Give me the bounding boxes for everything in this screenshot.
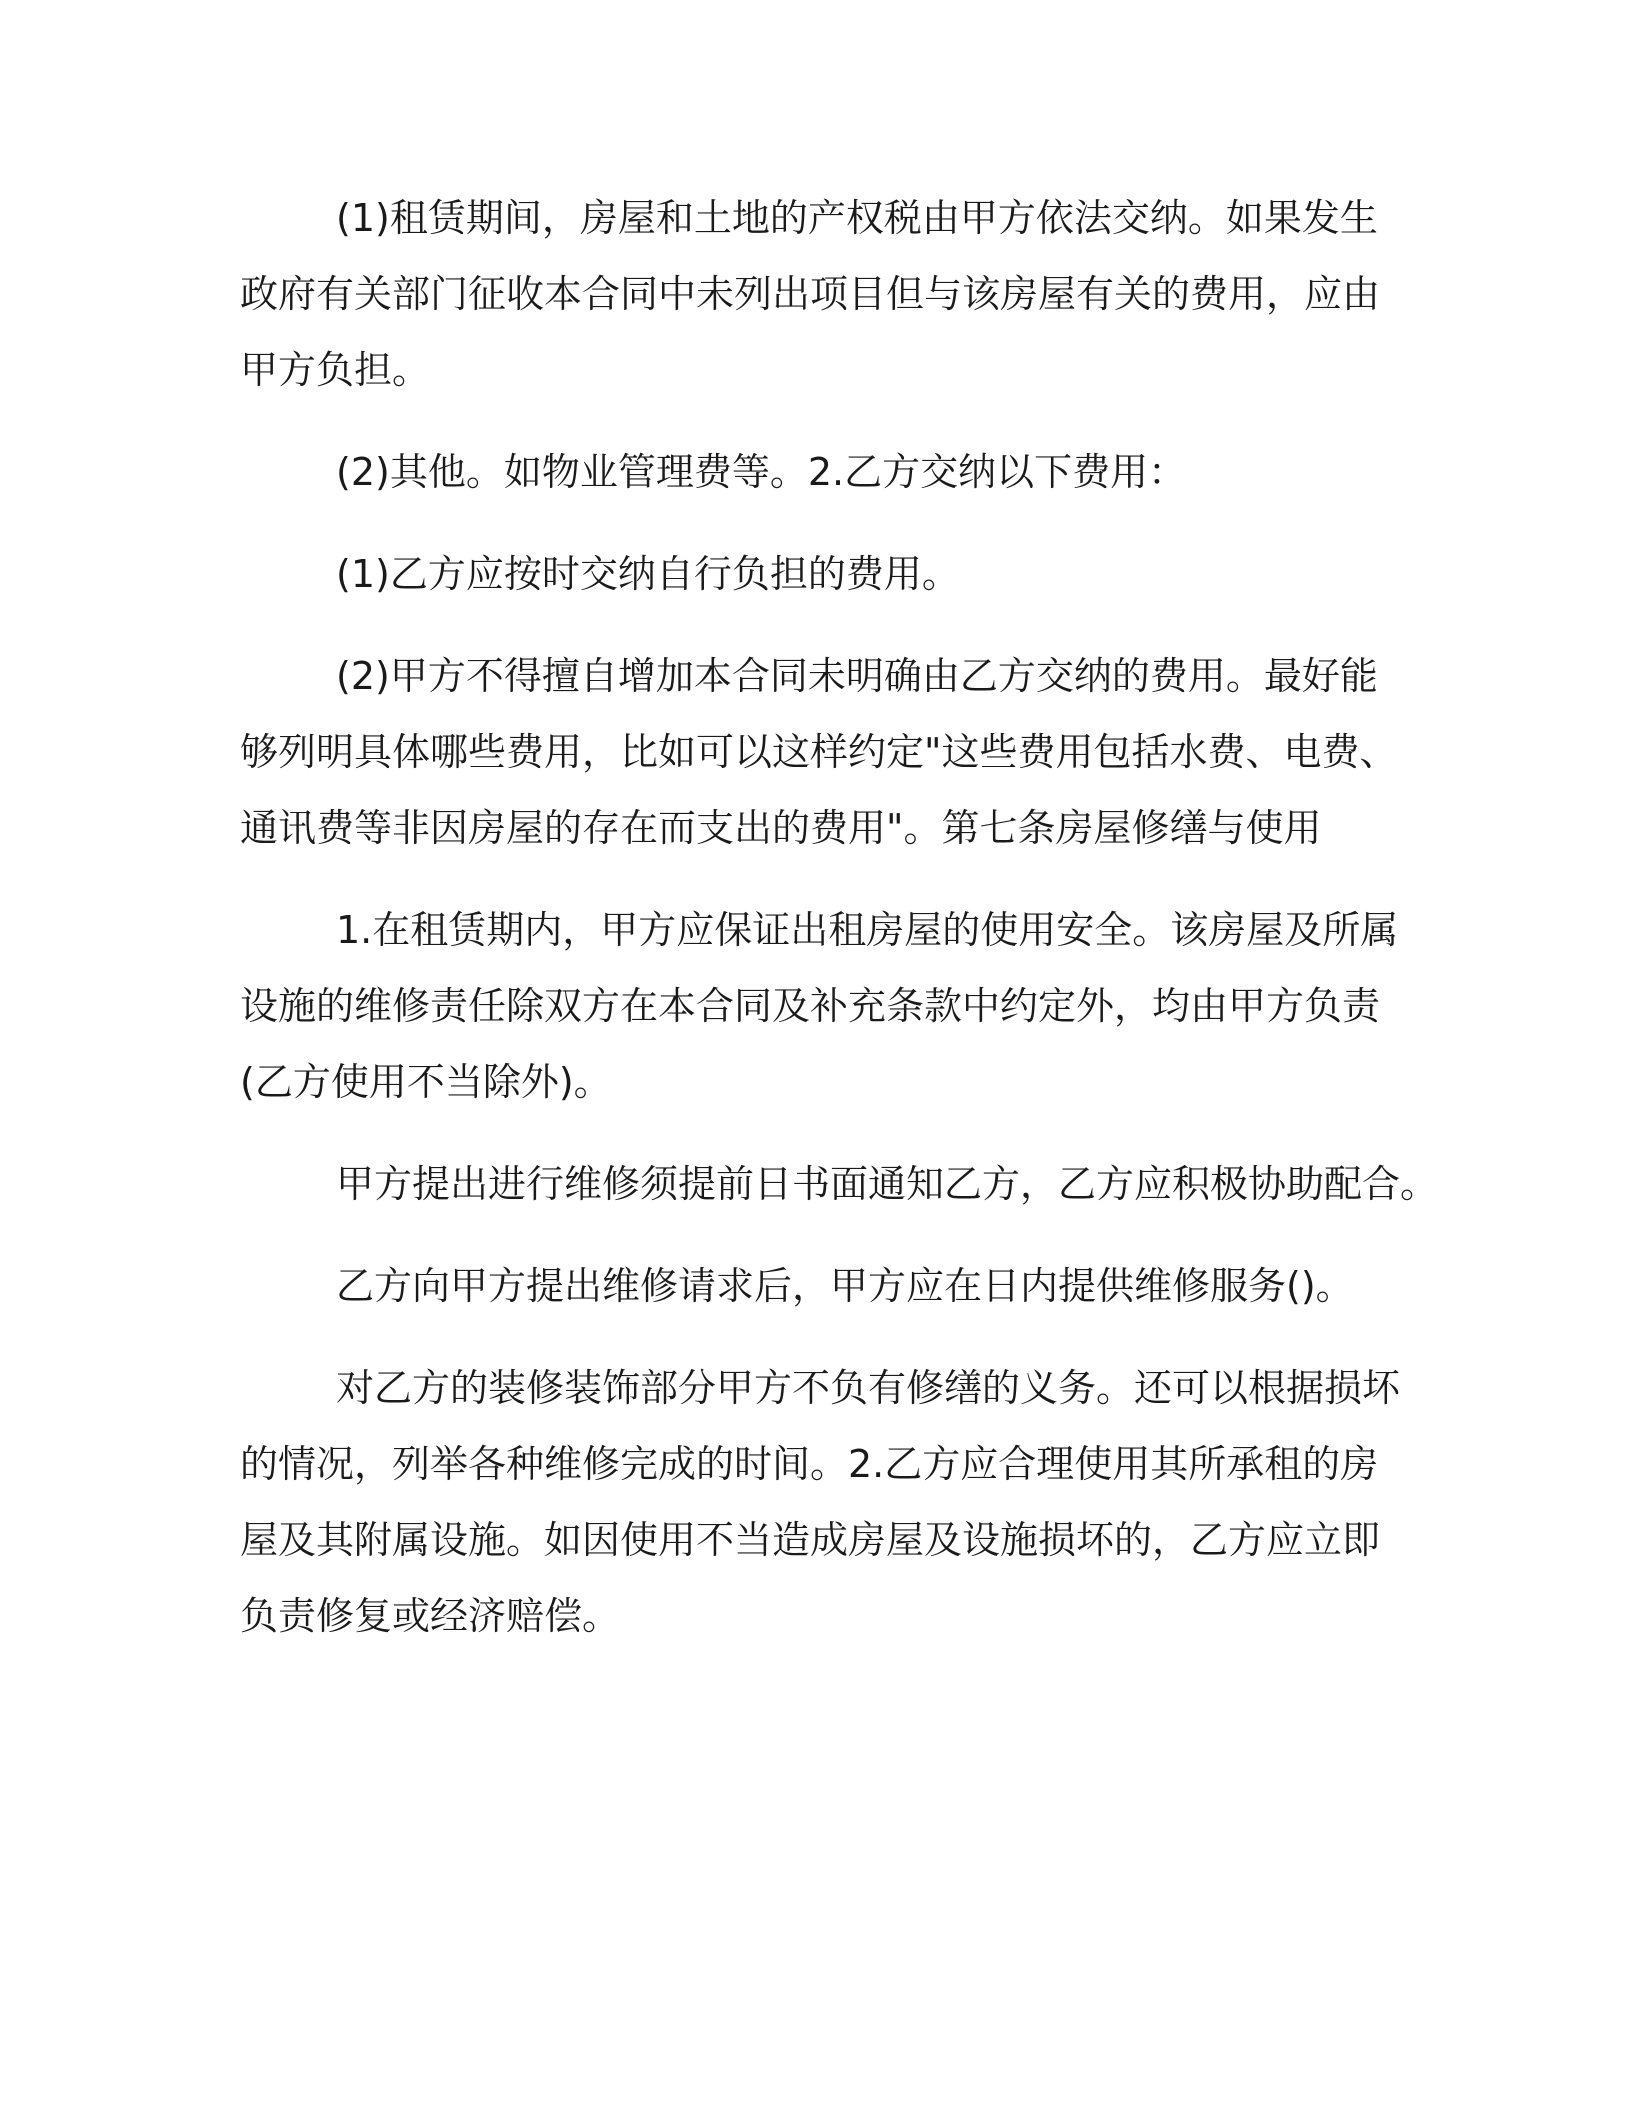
paragraph-line: 甲方提出进行维修须提前日书面通知乙方，乙方应积极协助配合。 bbox=[336, 1162, 1439, 1206]
paragraph-line: 甲方负担。 bbox=[240, 348, 431, 392]
paragraph-line: 够列明具体哪些费用，比如可以这样约定"这些费用包括水费、电费、 bbox=[240, 730, 1398, 774]
paragraph-5 bbox=[240, 892, 1420, 1120]
paragraph-line: 负责修复或经济赔偿。 bbox=[240, 1594, 621, 1638]
paragraph-line: (1)租赁期间，房屋和土地的产权税由甲方依法交纳。如果发生 bbox=[336, 196, 1378, 240]
paragraph-line: 通讯费等非因房屋的存在而支出的费用"。第七条房屋修缮与使用 bbox=[240, 806, 1322, 850]
paragraph-line: 对乙方的装修装饰部分甲方不负有修缮的义务。还可以根据损坏 bbox=[336, 1366, 1401, 1410]
paragraph-6 bbox=[240, 1146, 1439, 1222]
paragraph-line: (2)其他。如物业管理费等。2.乙方交纳以下费用： bbox=[336, 450, 1187, 494]
paragraph-7 bbox=[240, 1248, 1420, 1324]
paragraph-line: 政府有关部门征收本合同中未列出项目但与该房屋有关的费用，应由 bbox=[240, 272, 1381, 316]
paragraph-line: 屋及其附属设施。如因使用不当造成房屋及设施损坏的，乙方应立即 bbox=[240, 1518, 1381, 1562]
paragraph-1 bbox=[240, 180, 1420, 408]
paragraph-2 bbox=[240, 434, 1420, 510]
paragraph-4 bbox=[240, 638, 1420, 866]
paragraph-line: (乙方使用不当除外)。 bbox=[240, 1060, 612, 1104]
paragraph-line: (1)乙方应按时交纳自行负担的费用。 bbox=[336, 552, 960, 596]
paragraph-line: 的情况，列举各种维修完成的时间。2.乙方应合理使用其所承租的房 bbox=[240, 1442, 1379, 1486]
paragraph-line: 乙方向甲方提出维修请求后，甲方应在日内提供维修服务()。 bbox=[336, 1264, 1354, 1308]
paragraph-8 bbox=[240, 1350, 1420, 1654]
paragraph-line: (2)甲方不得擅自增加本合同未明确由乙方交纳的费用。最好能 bbox=[336, 654, 1378, 698]
paragraph-line: 设施的维修责任除双方在本合同及补充条款中约定外，均由甲方负责 bbox=[240, 984, 1381, 1028]
paragraph-3 bbox=[240, 536, 1420, 612]
paragraph-line: 1.在租赁期内，甲方应保证出租房屋的使用安全。该房屋及所属 bbox=[336, 908, 1399, 952]
document-body bbox=[240, 180, 1439, 1680]
